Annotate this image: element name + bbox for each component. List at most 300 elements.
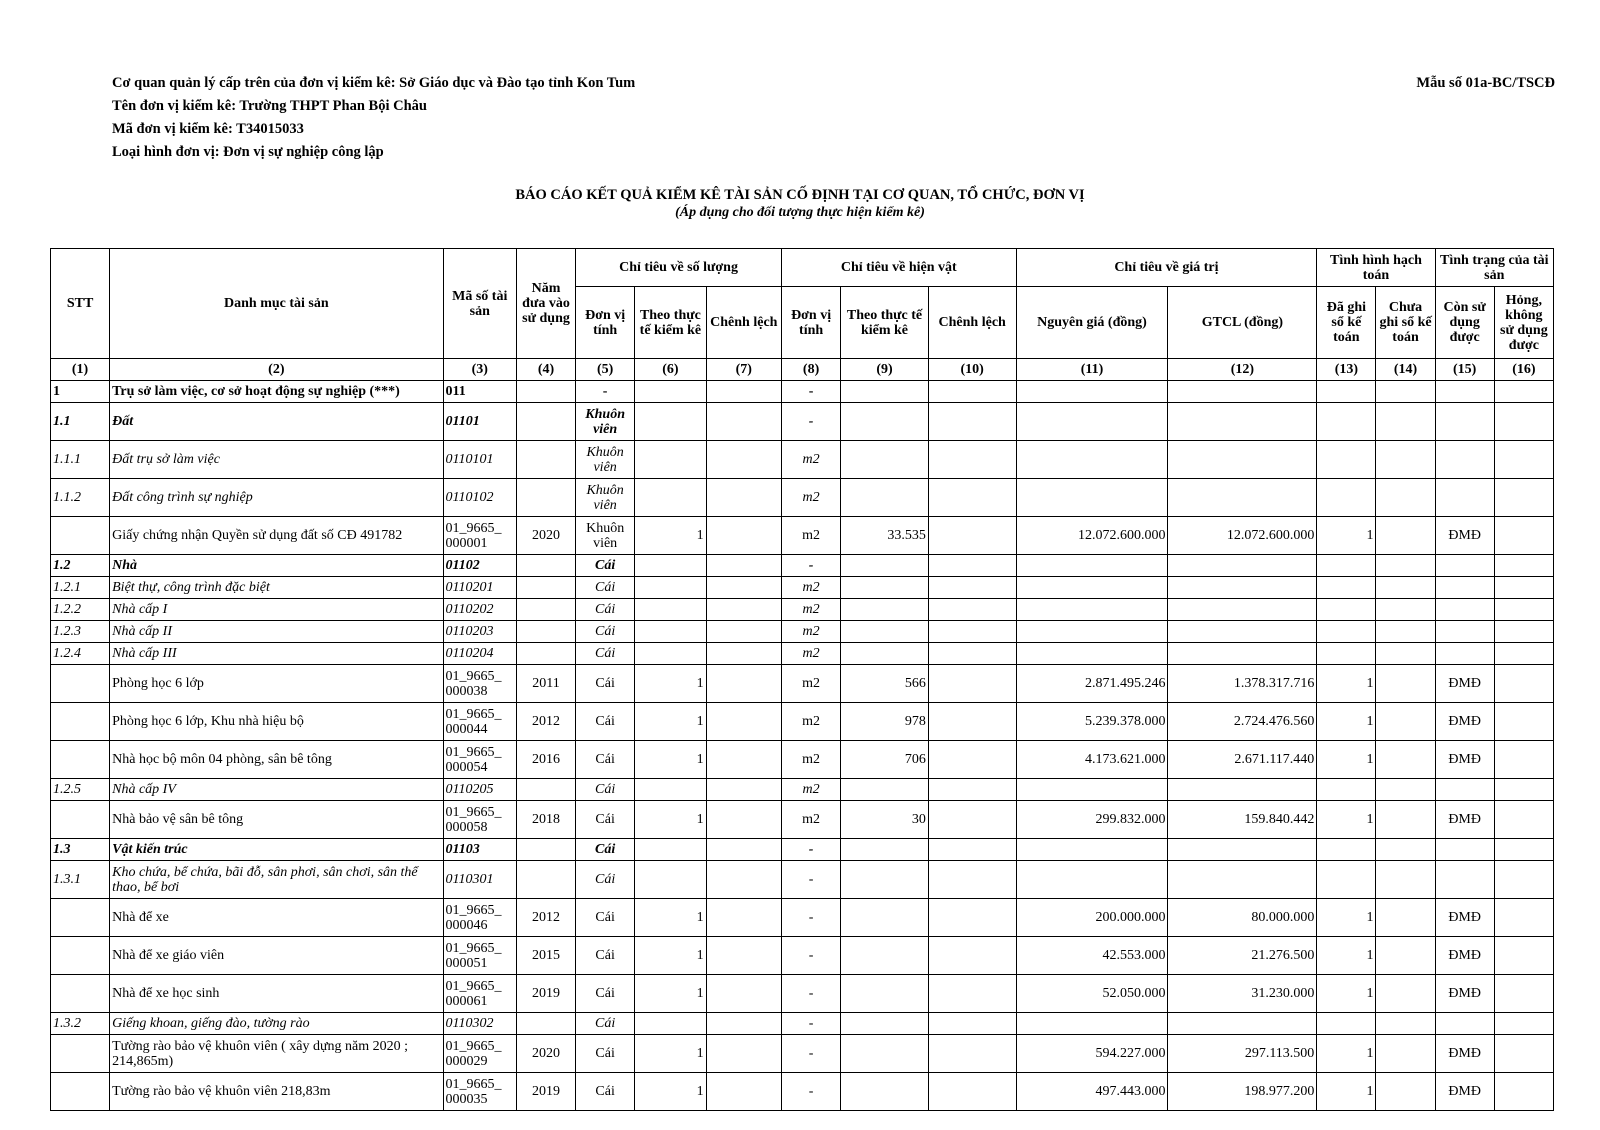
cell-don-vi-tinh-1: Cái xyxy=(576,839,635,861)
cell-con-su-dung xyxy=(1435,839,1494,861)
col-number: (6) xyxy=(635,359,706,381)
cell-hong xyxy=(1494,599,1553,621)
cell-da-ghi xyxy=(1317,861,1376,899)
cell-nguyen-gia: 200.000.000 xyxy=(1016,899,1168,937)
cell-theo-thuc-te-1 xyxy=(635,441,706,479)
cell-stt xyxy=(51,517,110,555)
cell-chua-ghi xyxy=(1376,643,1435,665)
col-chua-ghi: Chưa ghi sổ kế toán xyxy=(1376,287,1435,359)
cell-da-ghi: 1 xyxy=(1317,899,1376,937)
cell-don-vi-tinh-1: Khuôn viên xyxy=(576,441,635,479)
cell-theo-thuc-te-1: 1 xyxy=(635,801,706,839)
cell-chua-ghi xyxy=(1376,599,1435,621)
cell-stt xyxy=(51,703,110,741)
col-number: (7) xyxy=(706,359,781,381)
cell-con-su-dung xyxy=(1435,441,1494,479)
cell-stt: 1.1.2 xyxy=(51,479,110,517)
col-don-vi-tinh-1: Đơn vị tính xyxy=(576,287,635,359)
cell-theo-thuc-te-2: 30 xyxy=(841,801,929,839)
table-row xyxy=(51,1035,1554,1073)
cell-nam xyxy=(516,381,575,403)
col-group-tinh-trang: Tình trạng của tài sản xyxy=(1435,249,1553,287)
col-danh-muc: Danh mục tài sản xyxy=(110,249,443,359)
cell-chua-ghi xyxy=(1376,741,1435,779)
cell-chua-ghi xyxy=(1376,703,1435,741)
cell-stt: 1.2.4 xyxy=(51,643,110,665)
cell-theo-thuc-te-1 xyxy=(635,643,706,665)
cell-chenh-lech-2 xyxy=(928,703,1016,741)
cell-don-vi-tinh-2: - xyxy=(782,555,841,577)
cell-nguyen-gia xyxy=(1016,621,1168,643)
table-row xyxy=(51,381,1554,403)
cell-theo-thuc-te-1 xyxy=(635,1013,706,1035)
cell-con-su-dung xyxy=(1435,643,1494,665)
cell-don-vi-tinh-2: - xyxy=(782,861,841,899)
cell-danh-muc: Giấy chứng nhận Quyền sử dụng đất số CĐ 491782 xyxy=(110,517,443,555)
cell-da-ghi xyxy=(1317,441,1376,479)
cell-chua-ghi xyxy=(1376,479,1435,517)
cell-theo-thuc-te-1 xyxy=(635,381,706,403)
cell-nam xyxy=(516,555,575,577)
cell-chenh-lech-1 xyxy=(706,779,781,801)
cell-gtcl: 2.671.117.440 xyxy=(1168,741,1317,779)
cell-ma-so: 0110302 xyxy=(443,1013,516,1035)
cell-danh-muc: Nhà để xe học sinh xyxy=(110,975,443,1013)
cell-con-su-dung xyxy=(1435,577,1494,599)
cell-chenh-lech-2 xyxy=(928,779,1016,801)
cell-nguyen-gia: 5.239.378.000 xyxy=(1016,703,1168,741)
cell-gtcl: 31.230.000 xyxy=(1168,975,1317,1013)
table-row xyxy=(51,1013,1554,1035)
cell-con-su-dung: ĐMĐ xyxy=(1435,703,1494,741)
table-row xyxy=(51,1073,1554,1111)
cell-theo-thuc-te-1 xyxy=(635,555,706,577)
report-title: BÁO CÁO KẾT QUẢ KIỂM KÊ TÀI SẢN CỐ ĐỊNH TẠI CƠ QUAN, TỔ CHỨC, ĐƠN VỊ xyxy=(515,187,1085,203)
cell-theo-thuc-te-2 xyxy=(841,937,929,975)
cell-danh-muc: Biệt thự, công trình đặc biệt xyxy=(110,577,443,599)
cell-chenh-lech-2 xyxy=(928,621,1016,643)
cell-danh-muc: Tường rào bảo vệ khuôn viên ( xây dựng năm 2020 ; 214,865m) xyxy=(110,1035,443,1073)
cell-hong xyxy=(1494,861,1553,899)
cell-don-vi-tinh-1: Cái xyxy=(576,1073,635,1111)
cell-stt: 1.2.2 xyxy=(51,599,110,621)
cell-chenh-lech-2 xyxy=(928,643,1016,665)
cell-stt: 1.1 xyxy=(51,403,110,441)
cell-stt: 1.1.1 xyxy=(51,441,110,479)
cell-da-ghi xyxy=(1317,479,1376,517)
cell-gtcl: 198.977.200 xyxy=(1168,1073,1317,1111)
col-number: (2) xyxy=(110,359,443,381)
cell-danh-muc: Nhà cấp I xyxy=(110,599,443,621)
cell-stt xyxy=(51,801,110,839)
cell-don-vi-tinh-1: Cái xyxy=(576,643,635,665)
cell-chenh-lech-2 xyxy=(928,975,1016,1013)
cell-nguyen-gia xyxy=(1016,403,1168,441)
cell-ma-so: 0110204 xyxy=(443,643,516,665)
cell-chenh-lech-1 xyxy=(706,441,781,479)
cell-don-vi-tinh-1: Khuôn viên xyxy=(576,403,635,441)
cell-nguyen-gia xyxy=(1016,555,1168,577)
cell-chua-ghi xyxy=(1376,555,1435,577)
cell-chenh-lech-1 xyxy=(706,937,781,975)
cell-ma-so: 01_9665_ 000038 xyxy=(443,665,516,703)
cell-da-ghi xyxy=(1317,599,1376,621)
cell-stt: 1 xyxy=(51,381,110,403)
cell-gtcl xyxy=(1168,839,1317,861)
cell-da-ghi xyxy=(1317,577,1376,599)
col-number: (16) xyxy=(1494,359,1553,381)
cell-con-su-dung: ĐMĐ xyxy=(1435,801,1494,839)
cell-chenh-lech-1 xyxy=(706,621,781,643)
cell-hong xyxy=(1494,1035,1553,1073)
cell-nguyen-gia: 42.553.000 xyxy=(1016,937,1168,975)
table-row xyxy=(51,703,1554,741)
table-row xyxy=(51,441,1554,479)
table-row xyxy=(51,741,1554,779)
cell-nam: 2012 xyxy=(516,899,575,937)
cell-gtcl: 2.724.476.560 xyxy=(1168,703,1317,741)
cell-stt: 1.2.1 xyxy=(51,577,110,599)
cell-hong xyxy=(1494,643,1553,665)
cell-hong xyxy=(1494,441,1553,479)
cell-theo-thuc-te-1 xyxy=(635,839,706,861)
cell-nguyen-gia xyxy=(1016,441,1168,479)
table-row xyxy=(51,861,1554,899)
cell-theo-thuc-te-2 xyxy=(841,479,929,517)
table-row xyxy=(51,937,1554,975)
cell-danh-muc: Nhà bảo vệ sân bê tông xyxy=(110,801,443,839)
cell-stt xyxy=(51,741,110,779)
cell-chenh-lech-1 xyxy=(706,643,781,665)
cell-theo-thuc-te-2 xyxy=(841,403,929,441)
cell-stt xyxy=(51,665,110,703)
col-group-so-luong: Chỉ tiêu về số lượng xyxy=(576,249,782,287)
cell-da-ghi: 1 xyxy=(1317,665,1376,703)
cell-don-vi-tinh-1: Cái xyxy=(576,937,635,975)
col-don-vi-tinh-2: Đơn vị tính xyxy=(782,287,841,359)
cell-don-vi-tinh-2: m2 xyxy=(782,517,841,555)
cell-theo-thuc-te-2: 706 xyxy=(841,741,929,779)
cell-ma-so: 01_9665_ 000054 xyxy=(443,741,516,779)
table-row xyxy=(51,975,1554,1013)
cell-da-ghi xyxy=(1317,621,1376,643)
cell-theo-thuc-te-1: 1 xyxy=(635,899,706,937)
cell-don-vi-tinh-1: Khuôn viên xyxy=(576,517,635,555)
cell-nam: 2016 xyxy=(516,741,575,779)
cell-theo-thuc-te-1 xyxy=(635,403,706,441)
cell-chenh-lech-2 xyxy=(928,861,1016,899)
cell-da-ghi xyxy=(1317,555,1376,577)
table-row xyxy=(51,643,1554,665)
cell-theo-thuc-te-2 xyxy=(841,1013,929,1035)
report-subtitle: (Áp dụng cho đối tượng thực hiện kiểm kê) xyxy=(675,205,925,220)
cell-don-vi-tinh-2: m2 xyxy=(782,703,841,741)
cell-da-ghi xyxy=(1317,381,1376,403)
table-row xyxy=(51,517,1554,555)
cell-gtcl: 159.840.442 xyxy=(1168,801,1317,839)
cell-chua-ghi xyxy=(1376,577,1435,599)
cell-hong xyxy=(1494,899,1553,937)
cell-chua-ghi xyxy=(1376,861,1435,899)
cell-chua-ghi xyxy=(1376,1013,1435,1035)
col-number: (15) xyxy=(1435,359,1494,381)
cell-stt: 1.3 xyxy=(51,839,110,861)
cell-don-vi-tinh-1: - xyxy=(576,381,635,403)
header-line-supervisor: Cơ quan quản lý cấp trên của đơn vị kiểm kê: Sở Giáo dục và Đào tạo tỉnh Kon Tum xyxy=(112,75,636,91)
col-ma-so: Mã số tài sản xyxy=(443,249,516,359)
cell-ma-so: 01102 xyxy=(443,555,516,577)
cell-nam xyxy=(516,1013,575,1035)
cell-nam xyxy=(516,599,575,621)
cell-da-ghi: 1 xyxy=(1317,975,1376,1013)
cell-chua-ghi xyxy=(1376,665,1435,703)
col-group-hach-toan: Tình hình hạch toán xyxy=(1317,249,1435,287)
table-row xyxy=(51,839,1554,861)
cell-chenh-lech-2 xyxy=(928,517,1016,555)
cell-con-su-dung: ĐMĐ xyxy=(1435,741,1494,779)
cell-chenh-lech-1 xyxy=(706,665,781,703)
cell-stt: 1.2.3 xyxy=(51,621,110,643)
cell-da-ghi xyxy=(1317,403,1376,441)
cell-da-ghi xyxy=(1317,839,1376,861)
cell-nguyen-gia: 594.227.000 xyxy=(1016,1035,1168,1073)
cell-chua-ghi xyxy=(1376,839,1435,861)
cell-con-su-dung xyxy=(1435,779,1494,801)
cell-nam: 2018 xyxy=(516,801,575,839)
cell-chenh-lech-1 xyxy=(706,555,781,577)
col-con-su-dung: Còn sử dụng được xyxy=(1435,287,1494,359)
cell-theo-thuc-te-2 xyxy=(841,621,929,643)
cell-ma-so: 01_9665_ 000046 xyxy=(443,899,516,937)
cell-nam: 2015 xyxy=(516,937,575,975)
cell-con-su-dung: ĐMĐ xyxy=(1435,937,1494,975)
cell-nam: 2019 xyxy=(516,975,575,1013)
cell-stt xyxy=(51,899,110,937)
cell-nguyen-gia xyxy=(1016,1013,1168,1035)
cell-theo-thuc-te-1 xyxy=(635,779,706,801)
cell-gtcl xyxy=(1168,403,1317,441)
cell-ma-so: 011 xyxy=(443,381,516,403)
cell-da-ghi: 1 xyxy=(1317,1035,1376,1073)
col-chenh-lech-1: Chênh lệch xyxy=(706,287,781,359)
cell-don-vi-tinh-1: Cái xyxy=(576,741,635,779)
cell-don-vi-tinh-1: Cái xyxy=(576,861,635,899)
cell-chua-ghi xyxy=(1376,403,1435,441)
cell-don-vi-tinh-1: Cái xyxy=(576,599,635,621)
col-group-hien-vat: Chỉ tiêu về hiện vật xyxy=(782,249,1017,287)
cell-theo-thuc-te-2 xyxy=(841,1035,929,1073)
report-header xyxy=(112,72,635,164)
cell-gtcl xyxy=(1168,479,1317,517)
cell-theo-thuc-te-1 xyxy=(635,577,706,599)
cell-theo-thuc-te-2: 978 xyxy=(841,703,929,741)
cell-danh-muc: Vật kiến trúc xyxy=(110,839,443,861)
cell-danh-muc: Nhà học bộ môn 04 phòng, sân bê tông xyxy=(110,741,443,779)
col-number: (5) xyxy=(576,359,635,381)
cell-da-ghi: 1 xyxy=(1317,703,1376,741)
cell-theo-thuc-te-2 xyxy=(841,441,929,479)
cell-con-su-dung xyxy=(1435,861,1494,899)
cell-stt xyxy=(51,975,110,1013)
header-line-unit-name: Tên đơn vị kiểm kê: Trường THPT Phan Bội Châu xyxy=(112,98,427,114)
cell-don-vi-tinh-2: - xyxy=(782,937,841,975)
cell-theo-thuc-te-1: 1 xyxy=(635,1073,706,1111)
cell-ma-so: 0110101 xyxy=(443,441,516,479)
cell-hong xyxy=(1494,779,1553,801)
cell-con-su-dung: ĐMĐ xyxy=(1435,975,1494,1013)
cell-chua-ghi xyxy=(1376,441,1435,479)
cell-chenh-lech-1 xyxy=(706,741,781,779)
cell-chenh-lech-2 xyxy=(928,479,1016,517)
cell-gtcl xyxy=(1168,1013,1317,1035)
cell-nguyen-gia: 497.443.000 xyxy=(1016,1073,1168,1111)
cell-theo-thuc-te-2 xyxy=(841,779,929,801)
cell-nguyen-gia xyxy=(1016,577,1168,599)
cell-theo-thuc-te-2 xyxy=(841,975,929,1013)
cell-gtcl: 80.000.000 xyxy=(1168,899,1317,937)
cell-don-vi-tinh-1: Cái xyxy=(576,801,635,839)
cell-don-vi-tinh-1: Cái xyxy=(576,555,635,577)
cell-theo-thuc-te-2 xyxy=(841,555,929,577)
cell-nguyen-gia xyxy=(1016,643,1168,665)
cell-con-su-dung: ĐMĐ xyxy=(1435,517,1494,555)
cell-nguyen-gia: 4.173.621.000 xyxy=(1016,741,1168,779)
cell-don-vi-tinh-1: Cái xyxy=(576,1013,635,1035)
cell-don-vi-tinh-1: Cái xyxy=(576,665,635,703)
cell-ma-so: 01_9665_ 000035 xyxy=(443,1073,516,1111)
cell-chenh-lech-2 xyxy=(928,801,1016,839)
cell-chenh-lech-1 xyxy=(706,577,781,599)
cell-don-vi-tinh-2: m2 xyxy=(782,441,841,479)
table-row xyxy=(51,479,1554,517)
cell-stt: 1.2.5 xyxy=(51,779,110,801)
cell-nguyen-gia: 52.050.000 xyxy=(1016,975,1168,1013)
col-group-gia-tri: Chỉ tiêu về giá trị xyxy=(1016,249,1317,287)
cell-don-vi-tinh-2: m2 xyxy=(782,577,841,599)
cell-don-vi-tinh-2: - xyxy=(782,381,841,403)
cell-ma-so: 01_9665_ 000051 xyxy=(443,937,516,975)
cell-nam: 2012 xyxy=(516,703,575,741)
cell-nam: 2019 xyxy=(516,1073,575,1111)
cell-con-su-dung: ĐMĐ xyxy=(1435,665,1494,703)
col-number: (9) xyxy=(841,359,929,381)
cell-don-vi-tinh-2: - xyxy=(782,403,841,441)
cell-hong xyxy=(1494,479,1553,517)
cell-hong xyxy=(1494,975,1553,1013)
cell-chenh-lech-1 xyxy=(706,975,781,1013)
cell-chenh-lech-1 xyxy=(706,899,781,937)
cell-hong xyxy=(1494,741,1553,779)
cell-chua-ghi xyxy=(1376,975,1435,1013)
cell-con-su-dung xyxy=(1435,479,1494,517)
cell-da-ghi: 1 xyxy=(1317,1073,1376,1111)
cell-don-vi-tinh-2: m2 xyxy=(782,779,841,801)
col-nam: Năm đưa vào sử dụng xyxy=(516,249,575,359)
cell-con-su-dung xyxy=(1435,599,1494,621)
cell-stt: 1.3.2 xyxy=(51,1013,110,1035)
cell-hong xyxy=(1494,1073,1553,1111)
table-row xyxy=(51,899,1554,937)
cell-ma-so: 01_9665_ 000044 xyxy=(443,703,516,741)
cell-chenh-lech-2 xyxy=(928,381,1016,403)
cell-theo-thuc-te-1 xyxy=(635,861,706,899)
cell-don-vi-tinh-2: m2 xyxy=(782,479,841,517)
cell-ma-so: 0110203 xyxy=(443,621,516,643)
cell-chenh-lech-2 xyxy=(928,899,1016,937)
table-row xyxy=(51,665,1554,703)
header-line-unit-type: Loại hình đơn vị: Đơn vị sự nghiệp công lập xyxy=(112,144,384,160)
cell-da-ghi: 1 xyxy=(1317,741,1376,779)
col-hong: Hỏng, không sử dụng được xyxy=(1494,287,1553,359)
cell-danh-muc: Giếng khoan, giếng đào, tường rào xyxy=(110,1013,443,1035)
cell-hong xyxy=(1494,665,1553,703)
cell-nguyen-gia xyxy=(1016,599,1168,621)
cell-theo-thuc-te-2: 33.535 xyxy=(841,517,929,555)
cell-chenh-lech-1 xyxy=(706,1013,781,1035)
cell-theo-thuc-te-1: 1 xyxy=(635,703,706,741)
cell-hong xyxy=(1494,937,1553,975)
cell-don-vi-tinh-1: Cái xyxy=(576,621,635,643)
cell-danh-muc: Nhà cấp II xyxy=(110,621,443,643)
col-number: (14) xyxy=(1376,359,1435,381)
cell-con-su-dung: ĐMĐ xyxy=(1435,899,1494,937)
cell-gtcl xyxy=(1168,779,1317,801)
cell-stt: 1.3.1 xyxy=(51,861,110,899)
cell-nam xyxy=(516,839,575,861)
cell-theo-thuc-te-2 xyxy=(841,643,929,665)
cell-nam xyxy=(516,441,575,479)
col-nguyen-gia: Nguyên giá (đồng) xyxy=(1016,287,1168,359)
cell-chenh-lech-2 xyxy=(928,599,1016,621)
cell-nguyen-gia xyxy=(1016,861,1168,899)
cell-nam: 2020 xyxy=(516,517,575,555)
cell-don-vi-tinh-2: m2 xyxy=(782,599,841,621)
cell-gtcl xyxy=(1168,643,1317,665)
cell-ma-so: 0110301 xyxy=(443,861,516,899)
cell-chua-ghi xyxy=(1376,801,1435,839)
cell-nguyen-gia xyxy=(1016,479,1168,517)
cell-con-su-dung xyxy=(1435,621,1494,643)
cell-chenh-lech-2 xyxy=(928,741,1016,779)
cell-da-ghi: 1 xyxy=(1317,937,1376,975)
cell-chenh-lech-1 xyxy=(706,599,781,621)
cell-don-vi-tinh-2: - xyxy=(782,975,841,1013)
cell-don-vi-tinh-1: Cái xyxy=(576,779,635,801)
header-row-numbers xyxy=(51,359,1554,381)
cell-nguyen-gia: 2.871.495.246 xyxy=(1016,665,1168,703)
cell-nguyen-gia xyxy=(1016,381,1168,403)
cell-don-vi-tinh-1: Khuôn viên xyxy=(576,479,635,517)
cell-chenh-lech-1 xyxy=(706,801,781,839)
cell-nam xyxy=(516,479,575,517)
cell-stt: 1.2 xyxy=(51,555,110,577)
cell-nam xyxy=(516,621,575,643)
cell-stt xyxy=(51,1035,110,1073)
cell-danh-muc: Đất xyxy=(110,403,443,441)
cell-hong xyxy=(1494,703,1553,741)
asset-inventory-table xyxy=(50,248,1554,1111)
cell-ma-so: 01_9665_ 000029 xyxy=(443,1035,516,1073)
cell-theo-thuc-te-2 xyxy=(841,599,929,621)
cell-don-vi-tinh-1: Cái xyxy=(576,703,635,741)
cell-da-ghi: 1 xyxy=(1317,517,1376,555)
cell-theo-thuc-te-2 xyxy=(841,839,929,861)
cell-nam xyxy=(516,577,575,599)
cell-theo-thuc-te-2 xyxy=(841,381,929,403)
cell-chenh-lech-1 xyxy=(706,381,781,403)
col-number: (1) xyxy=(51,359,110,381)
cell-chenh-lech-2 xyxy=(928,937,1016,975)
